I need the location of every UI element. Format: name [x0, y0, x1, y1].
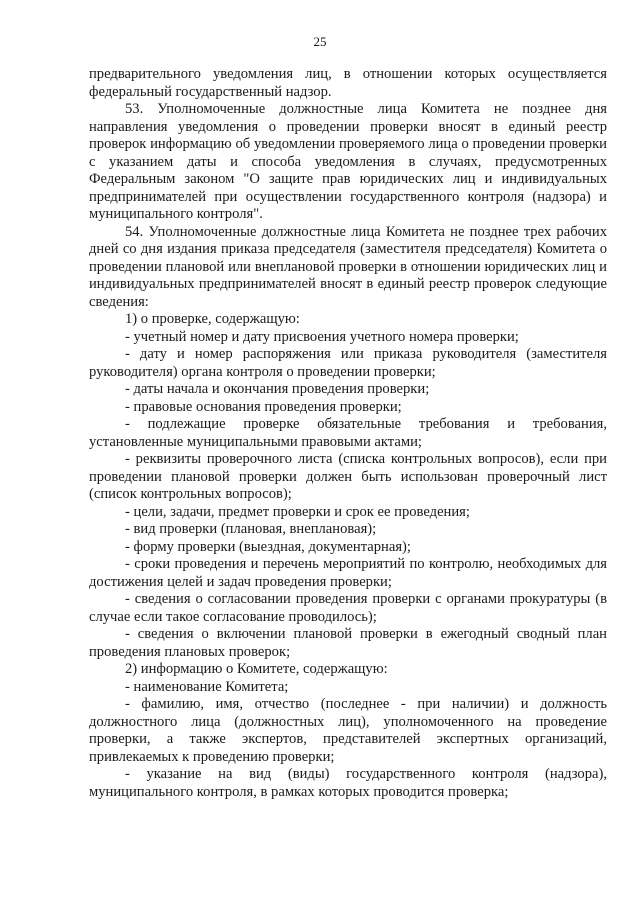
- document-body: [89, 66, 607, 801]
- list-item: - цели, задачи, предмет проверки и срок ее проведения;: [125, 503, 470, 520]
- list-item: - вид проверки (плановая, внеплановая);: [125, 521, 377, 537]
- paragraph: 53. Уполномоченные должностные лица Комитета не позднее дня направления уведомления о проведении проверки вносят в единый реестр проверок информацию об уведомлении проверяемого лица о проведении проверки с указанием даты и способа уведомления в случаях, предусмотренных Федеральным законом "О защите прав юридических лиц и индивидуальных предпринимателей при осуществлении государственного контроля (надзора) и муниципального контроля".: [89, 101, 607, 222]
- list-item: - наименование Комитета;: [125, 678, 289, 695]
- list-item: - правовые основания проведения проверки;: [125, 398, 402, 415]
- list-item: - дату и номер распоряжения или приказа руководителя (заместителя руководителя) органа контроля о проведении проверки;: [89, 346, 607, 380]
- list-heading: 2) информацию о Комитете, содержащую:: [125, 661, 388, 677]
- page-number: 25: [313, 34, 327, 49]
- paragraph: предварительного уведомления лиц, в отношении которых осуществляется федеральный государственный надзор.: [89, 66, 607, 100]
- list-item: - реквизиты проверочного листа (списка контрольных вопросов), если при проведении плановой проверки должен быть использован проверочный лист (список контрольных вопросов);: [89, 451, 607, 502]
- list-item: - форму проверки (выездная, документарная);: [125, 538, 411, 555]
- list-item: - сведения о включении плановой проверки в ежегодный сводный план проведения плановых проверок;: [89, 626, 607, 660]
- list-item: - сроки проведения и перечень мероприятий по контролю, необходимых для достижения целей и задач проведения проверки;: [89, 556, 607, 590]
- list-heading: 1) о проверке, содержащую:: [125, 311, 300, 327]
- list-item: - указание на вид (виды) государственного контроля (надзора), муниципального контроля, в рамках которых проводится проверка;: [89, 766, 607, 800]
- list-item: - фамилию, имя, отчество (последнее - при наличии) и должность должностного лица (должностных лиц), уполномоченного на проведение проверки, а также экспертов, представителей экспертных организаций, привлекаемых к проведению проверки;: [89, 696, 607, 765]
- list-item: - даты начала и окончания проведения проверки;: [125, 381, 430, 397]
- paragraph: 54. Уполномоченные должностные лица Комитета не позднее трех рабочих дней со дня издания приказа председателя (заместителя председателя) Комитета о проведении плановой или внеплановой проверки в отношении юридических лиц и индивидуальных предпринимателей вносят в единый реестр проверок следующие сведения:: [89, 223, 607, 310]
- list-item: - учетный номер и дату присвоения учетного номера проверки;: [125, 328, 519, 345]
- list-item: - сведения о согласовании проведения проверки с органами прокуратуры (в случае если такое согласование проводилось);: [89, 591, 607, 625]
- list-item: - подлежащие проверке обязательные требования и требования, установленные муниципальными правовыми актами;: [89, 416, 607, 450]
